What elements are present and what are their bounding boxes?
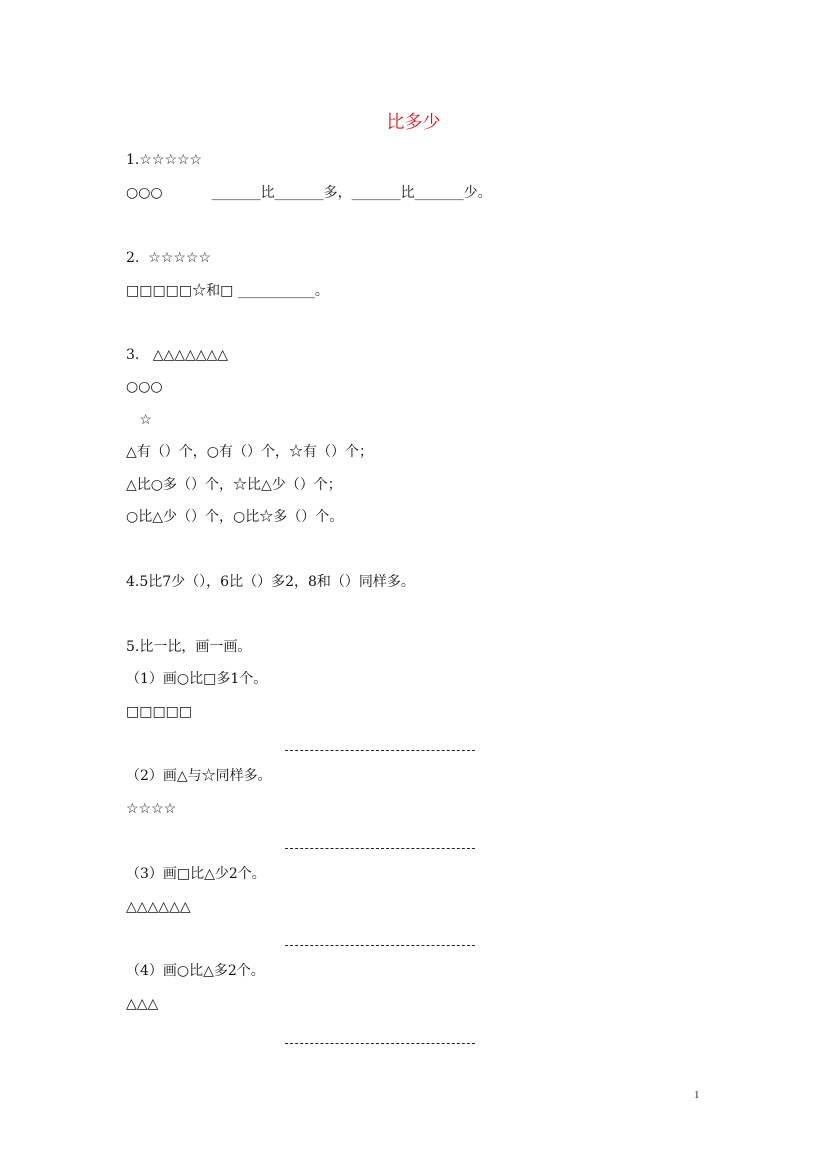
q5-part3-shapes: △△△△△△ [126, 899, 191, 915]
q3-compare-question-2: ○比△少（）个，○比☆多（）个。 [126, 509, 344, 525]
q5-part1-answer-line [285, 750, 475, 751]
q1-stars: 1.☆☆☆☆☆ [126, 152, 203, 168]
q3-count-question: △有（）个，○有（）个，☆有（）个； [126, 444, 373, 460]
q5-part1-instruction: （1）画○比□多1个。 [126, 671, 268, 687]
page-title: 比多少 [386, 112, 441, 133]
q5-part4-shapes: △△△ [126, 996, 159, 1012]
q3-circles: ○○○ [126, 379, 163, 395]
q5-part4-instruction: （4）画○比△多2个。 [126, 963, 265, 979]
q2-stars: 2. ☆☆☆☆☆ [126, 250, 212, 266]
q5-part2-shapes: ☆☆☆☆ [126, 801, 177, 817]
page-number: 1 [694, 1089, 700, 1101]
q5-part3-answer-line [285, 945, 475, 946]
q4-question: 4.5比7少（），6比（）多2，8和（）同样多。 [126, 574, 415, 590]
q3-star: ☆ [126, 412, 152, 428]
q3-compare-question-1: △比○多（）个，☆比△少（）个； [126, 477, 342, 493]
q5-part2-answer-line [285, 848, 475, 849]
q1-compare-blanks: ○○○ _______比_______多，_______比_______少。 [126, 185, 492, 201]
q5-heading: 5.比一比，画一画。 [126, 639, 252, 655]
q5-part1-shapes: □□□□□ [126, 704, 193, 720]
q3-triangles: 3. △△△△△△△ [126, 347, 229, 363]
q5-part4-answer-line [285, 1043, 475, 1044]
q5-part3-instruction: （3）画□比△少2个。 [126, 866, 266, 882]
q2-squares-blank: □□□□□☆和□ ___________。 [126, 283, 329, 299]
q5-part2-instruction: （2）画△与☆同样多。 [126, 768, 272, 784]
